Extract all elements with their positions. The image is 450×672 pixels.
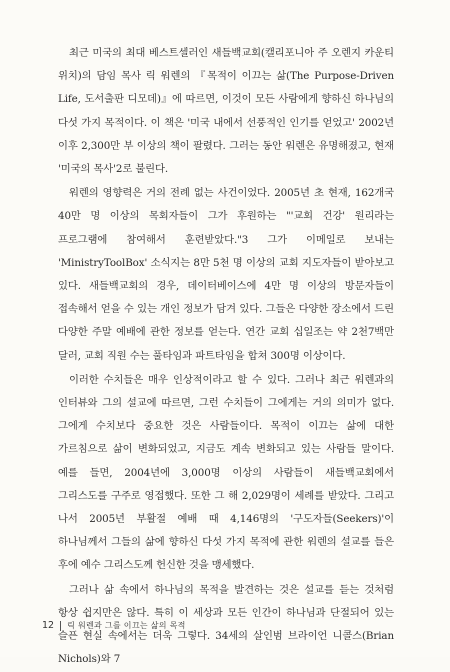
paragraph-4: 그러나 삶 속에서 하나님의 목적을 발견하는 것은 설교를 듣는 것처럼 항상 쉽지만은 않다. 특히 이 세상과 모든 인간이 하나님과 단절되어 있는 슬픈 현실 속에서는 더욱 그렇다. 34세의 살인범 브라이언 니콜스(Brian Nichols)와 7: [58, 583, 394, 666]
footer-divider: [60, 621, 61, 631]
page-number: 12: [42, 620, 55, 631]
page-footer: [42, 620, 186, 631]
body-text: [58, 42, 394, 672]
running-title: 릭 워렌과 그를 이끄는 삶의 목적: [67, 621, 186, 630]
paragraph-1: 최근 미국의 최대 베스트셀러인 새들백교회(캘리포니아 주 오렌지 카운티 위치)의 담임 목사 릭 워렌의 『목적이 이끄는 삶(The Purpose-Driven Life, 도서출판 디모데)』에 따르면, 이것이 모든 사람에게 향하신 하나님의 다섯 가지 목적이다. 이 책은 '미국 내에서 선풍적인 인기를 얻었고' 2002년 이후 2,300만 부 이상의 책이 팔렸다. 그러는 동안 워렌은 유명해졌고, 현재 '미국의 목사'2로 불린다.: [58, 47, 394, 176]
paragraph-2: 워렌의 영향력은 거의 전례 없는 사건이었다. 2005년 초 현재, 162개국 40만 명 이상의 목회자들이 그가 후원하는 "'교회 건강' 원리라는 프로그램에 참여해서 훈련받았다."3 그가 이메일로 보내는 'MinistryToolBox' 소식지는 8만 5천 명 이상의 교회 지도자들이 받아보고 있다. 새들백교회의 경우, 데이터베이스에 4만 명 이상의 방문자들이 접속해서 얻을 수 있는 개인 정보가 담겨 있다. 그들은 다양한 장소에서 드린 다양한 주말 예배에 관한 정보를 얻는다. 연간 교회 십일조는 약 2천7백만 달러, 교회 직원 수는 풀타임과 파트타임을 합쳐 300명 이상이다.: [58, 187, 394, 362]
paragraph-3: 이러한 수치들은 매우 인상적이라고 할 수 있다. 그러나 최근 워렌과의 인터뷰와 그의 설교에 따르면, 그런 수치들이 그에게는 거의 의미가 없다. 그에게 수치보다 중요한 것은 사람들이다. 목적이 이끄는 삶에 대한 가르침으로 삶이 변화되었고, 지금도 계속 변화되고 있는 사람들 말이다. 예를 들면, 2004년에 3,000명 이상의 사람들이 새들백교회에서 그리스도를 구주로 영접했다. 또한 그 해 2,029명이 세례를 받았다. 그리고 나서 2005년 부활절 예배 때 4,146명의 '구도자들(Seekers)'이 하나님께서 그들의 삶에 향하신 다섯 가지 목적에 관한 워렌의 설교를 들은 후에 예수 그리스도께 헌신한 것을 맹세했다.: [58, 373, 394, 572]
